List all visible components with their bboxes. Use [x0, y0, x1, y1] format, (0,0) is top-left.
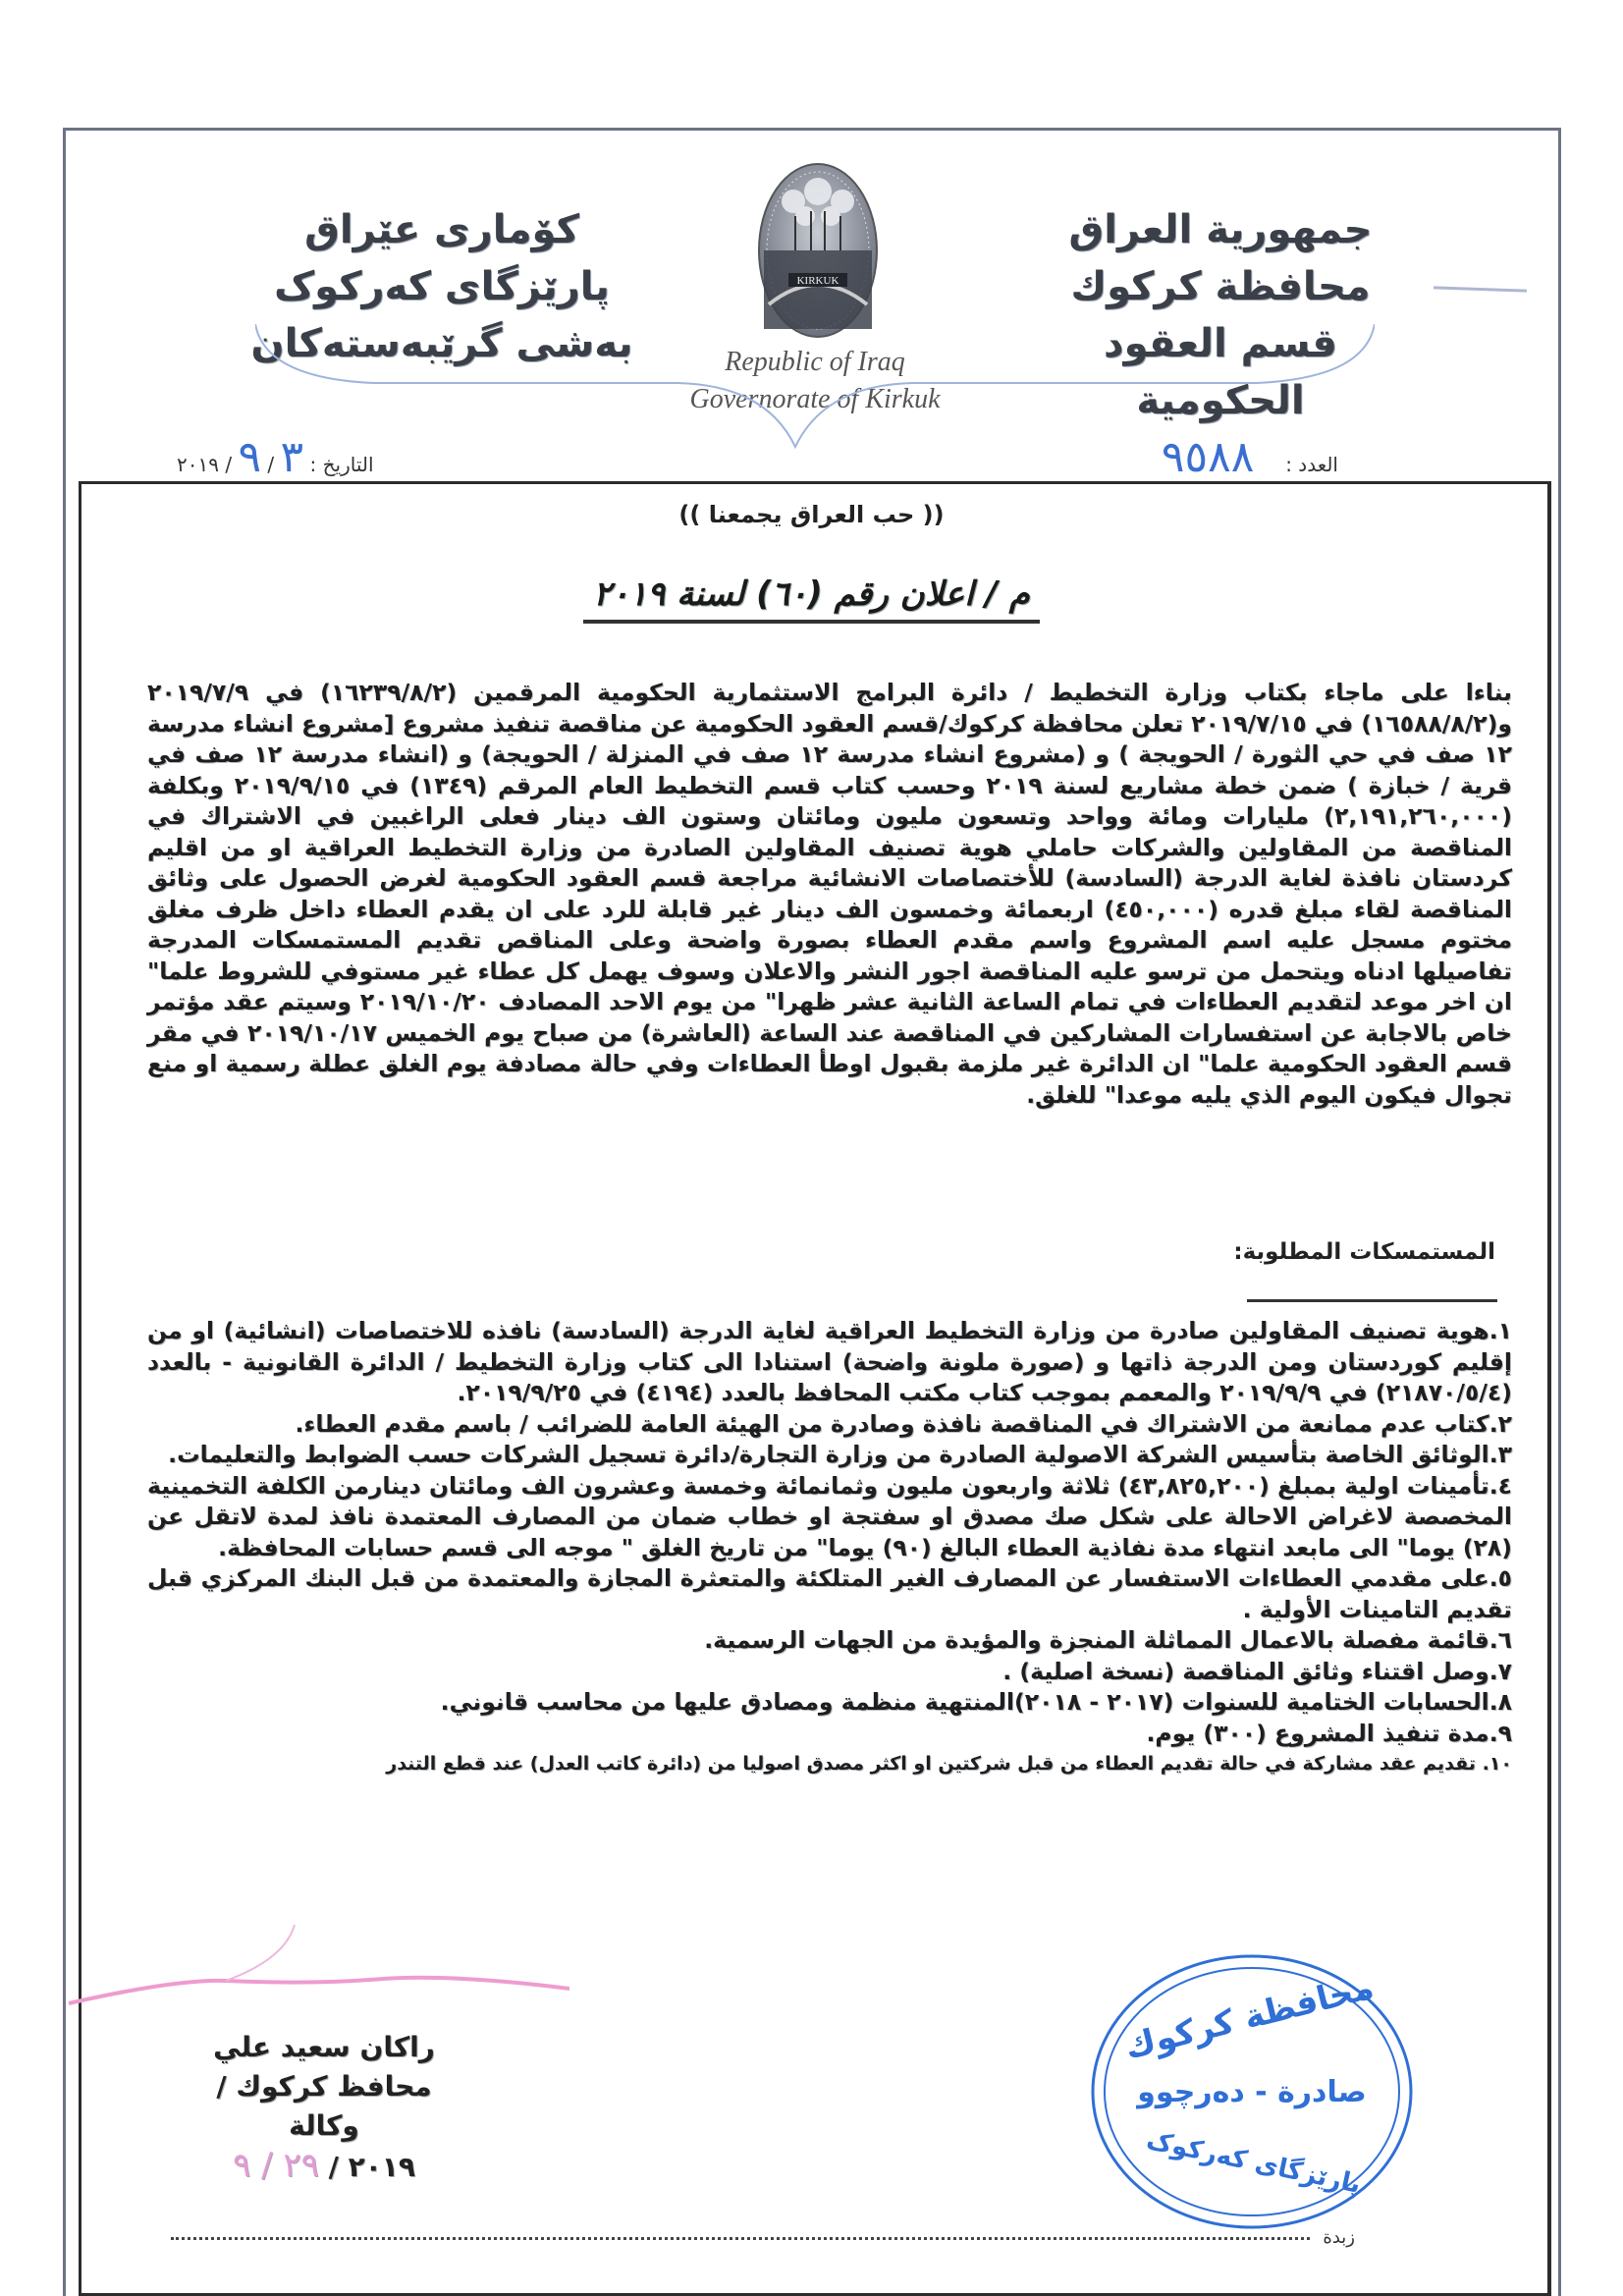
document-number-label: العدد : [1285, 453, 1338, 476]
stamp-bottom-text: پارێزگای کەرکوک [1143, 2125, 1364, 2200]
requirement-item: ٢.كتاب عدم ممانعة من الاشتراك في المناقصة نافذة وصادرة من الهيئة العامة للضرائب / باسم مقدم العطاء. [295, 1409, 1512, 1438]
footer-summary-label: زبدة [1323, 2227, 1355, 2248]
requirement-item: ١.هوية تصنيف المقاولين صادرة من وزارة التخطيط العراقية لغاية الدرجة (السادسة) نافذه للاختصاصات (انشائية) او من إقليم كوردستان ومن الدرجة ذاتها و (صورة ملونة واضحة) استنادا الى كتاب وزارة التخطيط / الدائرة القانونية - بالعدد (٢١٨٧٠/٥/٤) في ٢٠١٩/٩/٩ والمعمم بموجب كتاب مكتب المحافظ بالعدد (٤١٩٤) في ٢٠١٩/٩/٢٥. [147, 1317, 1512, 1406]
requirement-item: ٧.وصل اقتناء وثائق المناقصة (نسخة اصلية) . [1002, 1657, 1512, 1685]
requirement-item: ٥.على مقدمي العطاءات الاستفسار عن المصارف الغير المتلكئة والمتعثرة المجازة والمعتمدة من قبل البنك المركزي قبل تقديم التامينات الأولية . [147, 1564, 1512, 1623]
footer-summary-line [147, 2227, 1355, 2248]
arabic-header-line-3: قسم العقود الحكومية [1104, 321, 1337, 423]
requirement-item: ٨.الحسابات الختامية للسنوات (٢٠١٧ - ٢٠١٨)المنتهية منظمة ومصادق عليها من محاسب قانوني. [440, 1688, 1512, 1716]
kurdish-header-line-1: کۆماری عێراق [304, 207, 579, 252]
requirements-heading: المستمسكات المطلوبة: [1233, 1239, 1495, 1265]
signature-date-handwritten: ٢٩ / ٩ [233, 2146, 319, 2185]
signature-date [177, 2146, 471, 2187]
announcement-title-wrapper [0, 574, 1623, 614]
emblem-label: KIRKUK [796, 275, 839, 287]
document-number [1162, 432, 1338, 482]
requirement-item: ١٠. تقديم عقد مشاركة في حالة تقديم العطاء من قبل شركتين او اكثر مصدق اصوليا من (دائرة كاتب العدل) عند قطع التندر [386, 1753, 1512, 1775]
signature-block [177, 2028, 471, 2187]
handwritten-signature-mark [59, 1920, 569, 2018]
kirkuk-emblem-icon [725, 157, 911, 344]
signature-date-year: ٢٠١٩ / [328, 2151, 415, 2183]
kurdish-header-line-3: بەشی گرێبەستەکان [250, 321, 633, 366]
requirement-item: ٤.تأمينات اولية بمبلغ (٤٣,٨٢٥,٢٠٠) ثلاثة واربعون مليون وثمانمائة وخمسة وعشرون الف ومائتان دينارمن الكلفة التخمينية المخصصة لاغراض الاحالة على شكل صك مصدق او سفتجة او خطاب ضمان من المصارف المعتمدة نافذ لمدة لاتقل عن (٢٨) يوما" الى مابعد انتهاء مدة نفاذية العطاء البالغ (٩٠) يوما" من تاريخ الغلق " موجه الى قسم حسابات المحافظة. [147, 1471, 1512, 1561]
document-date-year: ٢٠١٩ [177, 453, 219, 476]
requirement-item: ٦.قائمة مفصلة بالاعمال المماثلة المنجزة والمؤيدة من الجهات الرسمية. [704, 1626, 1512, 1654]
stamp-middle-text: صادرة - دەرچوو [1137, 2075, 1367, 2109]
requirement-item: ٩.مدة تنفيذ المشروع (٣٠٠) يوم. [1146, 1719, 1512, 1747]
signatory-title: محافظ كركوك / وكالة [216, 2070, 432, 2142]
requirement-item: ٣.الوثائق الخاصة بتأسيس الشركة الاصولية الصادرة من وزارة التجارة/دائرة تسجيل الشركات حسب الضوابط والتعليمات. [168, 1441, 1512, 1468]
english-header-line-2: Governorate of Kirkuk [689, 384, 941, 414]
requirements-heading-rule [1247, 1299, 1497, 1302]
footer-dotted-line [171, 2237, 1310, 2240]
document-number-value: ٩٥٨٨ [1161, 432, 1255, 482]
document-date-month: ٩ [238, 432, 262, 482]
english-header-line-1: Republic of Iraq [725, 347, 905, 377]
document-date-day: ٣ [280, 432, 304, 482]
signatory-name: راكان سعيد علي [213, 2031, 435, 2063]
kurdish-header-line-2: پارێزگای کەرکوک [274, 264, 610, 309]
document-date: التاريخ : ٣ / ٩ / ٢٠١٩ [177, 432, 374, 482]
stamp-top-text: محافظة كركوك [1120, 1967, 1378, 2068]
announcement-title: م / اعلان رقم (٦٠) لسنة ٢٠١٩ [583, 574, 1040, 624]
arabic-header-line-2: محافظة كركوك [1070, 264, 1371, 309]
arabic-header-line-1: جمهورية العراق [1068, 207, 1373, 252]
motto: (( حب العراق يجمعنا )) [678, 501, 945, 528]
document-date-label: التاريخ : [309, 453, 374, 476]
official-stamp-icon [1085, 1949, 1419, 2234]
requirements-list [147, 1316, 1512, 1780]
announcement-body: بناءا على ماجاء بكتاب وزارة التخطيط / دائرة البرامج الاستثمارية الحكومية المرقمين (١٦٢٣٩/٨/٢) في ٢٠١٩/٧/٩ و(١٦٥٨٨/٨/٢) في ٢٠١٩/٧/١٥ تعلن محافظة كركوك/قسم العقود الحكومية عن مناقصة تنفيذ مشروع [مشروع انشاء مدرسة ١٢ صف في حي الثورة / الحويجة ) و (مشروع انشاء مدرسة ١٢ صف في المنزلة / الحويجة) و (انشاء مدرسة ١٢ صف في قرية / خبازة ) ضمن خطة مشاريع لسنة ٢٠١٩ وحسب كتاب قسم التخطيط العام المرقم (١٣٤٩) في ٢٠١٩/٩/١٥ وبكلفة (٢,١٩١,٢٦٠,٠٠٠) مليارات ومائة وواحد وتسعون مليون ومائتان وستون الف دينار فعلى الراغبين في الاشتراك في المناقصة من المقاولين والشركات حاملي هوية تصنيف المقاولين الصادرة من وزارة التخطيط العراقية او من اقليم كردستان نافذة لغاية الدرجة (السادسة) للأختصاصات الانشائية مراجعة قسم العقود الحكومية لغرض الحصول على وثائق المناقصة لقاء مبلغ قدره (٤٥٠,٠٠٠) اربعمائة وخمسون الف دينار غير قابلة للرد على ان يقدم العطاء داخل ظرف مغلق مختوم مسجل عليه اسم المشروع واسم مقدم العطاء بصورة واضحة وعلى المناقص تقديم المستمسكات المدرجة تفاصيلها ادناه ويتحمل من ترسو عليه المناقصة اجور النشر والاعلان وسوف يهمل كل عطاء غير مستوفي للشروط علما" ان اخر موعد لتقديم العطاءات في تمام الساعة الثانية عشر ظهرا" من يوم الاحد المصادف ٢٠١٩/١٠/٢٠ وسيتم عقد مؤتمر خاص بالاجابة عن استفسارات المشاركين في المناقصة عند الساعة (العاشرة) من صباح يوم الخميس ٢٠١٩/١٠/١٧ في مقر قسم العقود الحكومية علما" ان الدائرة غير ملزمة بقبول اوطأ العطاءات وفي حالة مصادفة يوم الغلق عطلة رسمية او منع تجوال فيكون اليوم الذي يليه موعدا" للغلق. [147, 679, 1512, 1109]
